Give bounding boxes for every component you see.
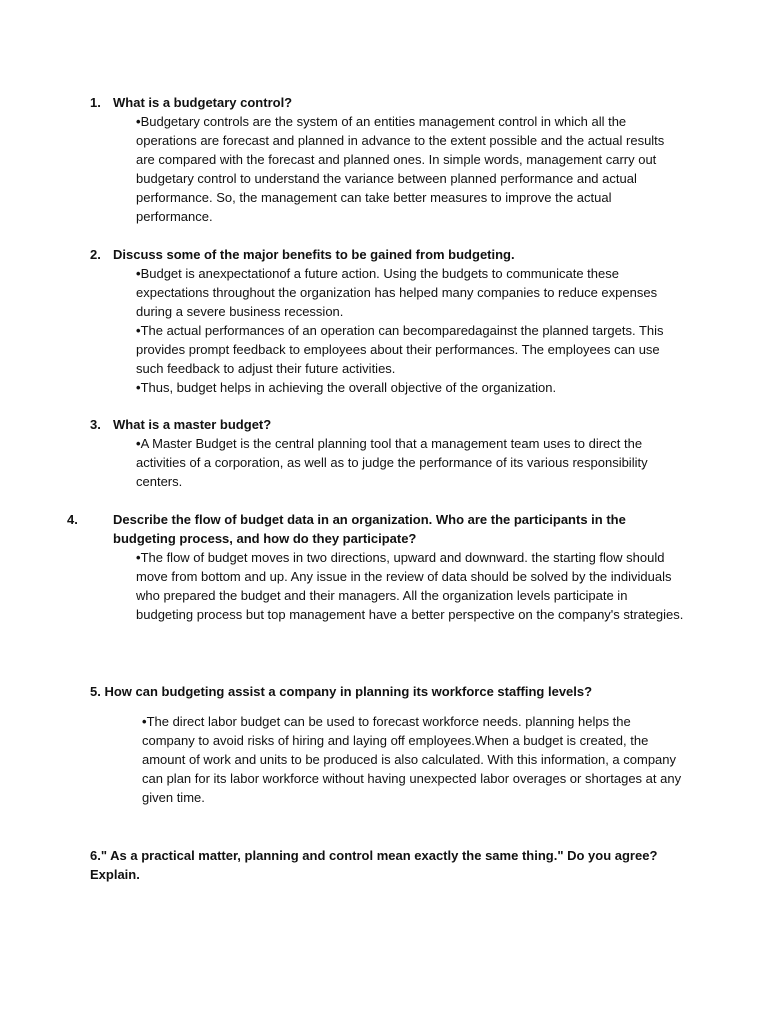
question-text: Describe the flow of budget data in an organization. Who are the participants in the budgeting process, and how do they participate? [113,512,626,546]
answer-bullet: • A Master Budget is the central planning tool that a management team uses to direct the activities of a corporation, as well as to judge the performance of its various responsibility centers. [136,434,686,491]
answer-bullet: • The direct labor budget can be used to forecast workforce needs. planning helps the company to avoid risks of hiring and laying off employees.When a budget is created, the amount of work and units to be produced is also calculated. With this information, a company can plan for its labor workforce without having unexpected labor overages or shortages at any given time. [142,712,687,807]
question-number: 1. [90,95,101,110]
question-number: 4. [67,512,78,527]
question-2 [90,245,680,264]
answer-2 [136,264,686,397]
question-4 [67,510,680,548]
question-text: What is a budgetary control? [113,95,293,110]
question-number: 5. [90,684,101,699]
answer-bullet: • The flow of budget moves in two directions, upward and downward. the starting flow should move from bottom and up. Any issue in the review of data should be solved by the individuals who prepared the budget and their managers. All the organization levels participate in budgeting process but top management have a better perspective on the company's strategies. [136,548,686,624]
answer-3 [136,434,686,491]
question-text: How can budgeting assist a company in planning its workforce staffing levels? [104,684,593,699]
question-number: 3. [90,417,101,432]
question-3 [90,415,680,434]
question-5 [90,682,680,701]
question-text: " As a practical matter, planning and control mean exactly the same thing." Do you agree? Explain. [90,848,658,882]
answer-5 [142,712,687,807]
answer-bullet: • Budget is anexpectationof a future action. Using the budgets to communicate these expectations throughout the organization has helped many companies to reduce expenses during a severe business recession. [136,264,686,321]
answer-bullet: • The actual performances of an operation can becomparedagainst the planned targets. This provides prompt feedback to employees about their performances. The employees can use such feedback to adjust their future activities. [136,321,686,378]
question-text: What is a master budget? [113,417,272,432]
answer-bullet: • Thus, budget helps in achieving the overall objective of the organization. [136,378,686,397]
answer-4 [136,548,686,624]
question-text: Discuss some of the major benefits to be gained from budgeting. [113,247,515,262]
question-number: 2. [90,247,101,262]
answer-bullet: • Budgetary controls are the system of an entities management control in which all the operations are forecast and planned in advance to the extent possible and the actual results are compared with the forecast and planned ones. In simple words, management carry out budgetary control to understand the variance between planned performance and actual performance. So, the management can take better measures to improve the actual performance. [136,112,686,226]
question-1 [90,93,680,112]
question-6 [90,846,680,884]
question-number: 6. [90,848,101,863]
answer-1 [136,112,686,226]
